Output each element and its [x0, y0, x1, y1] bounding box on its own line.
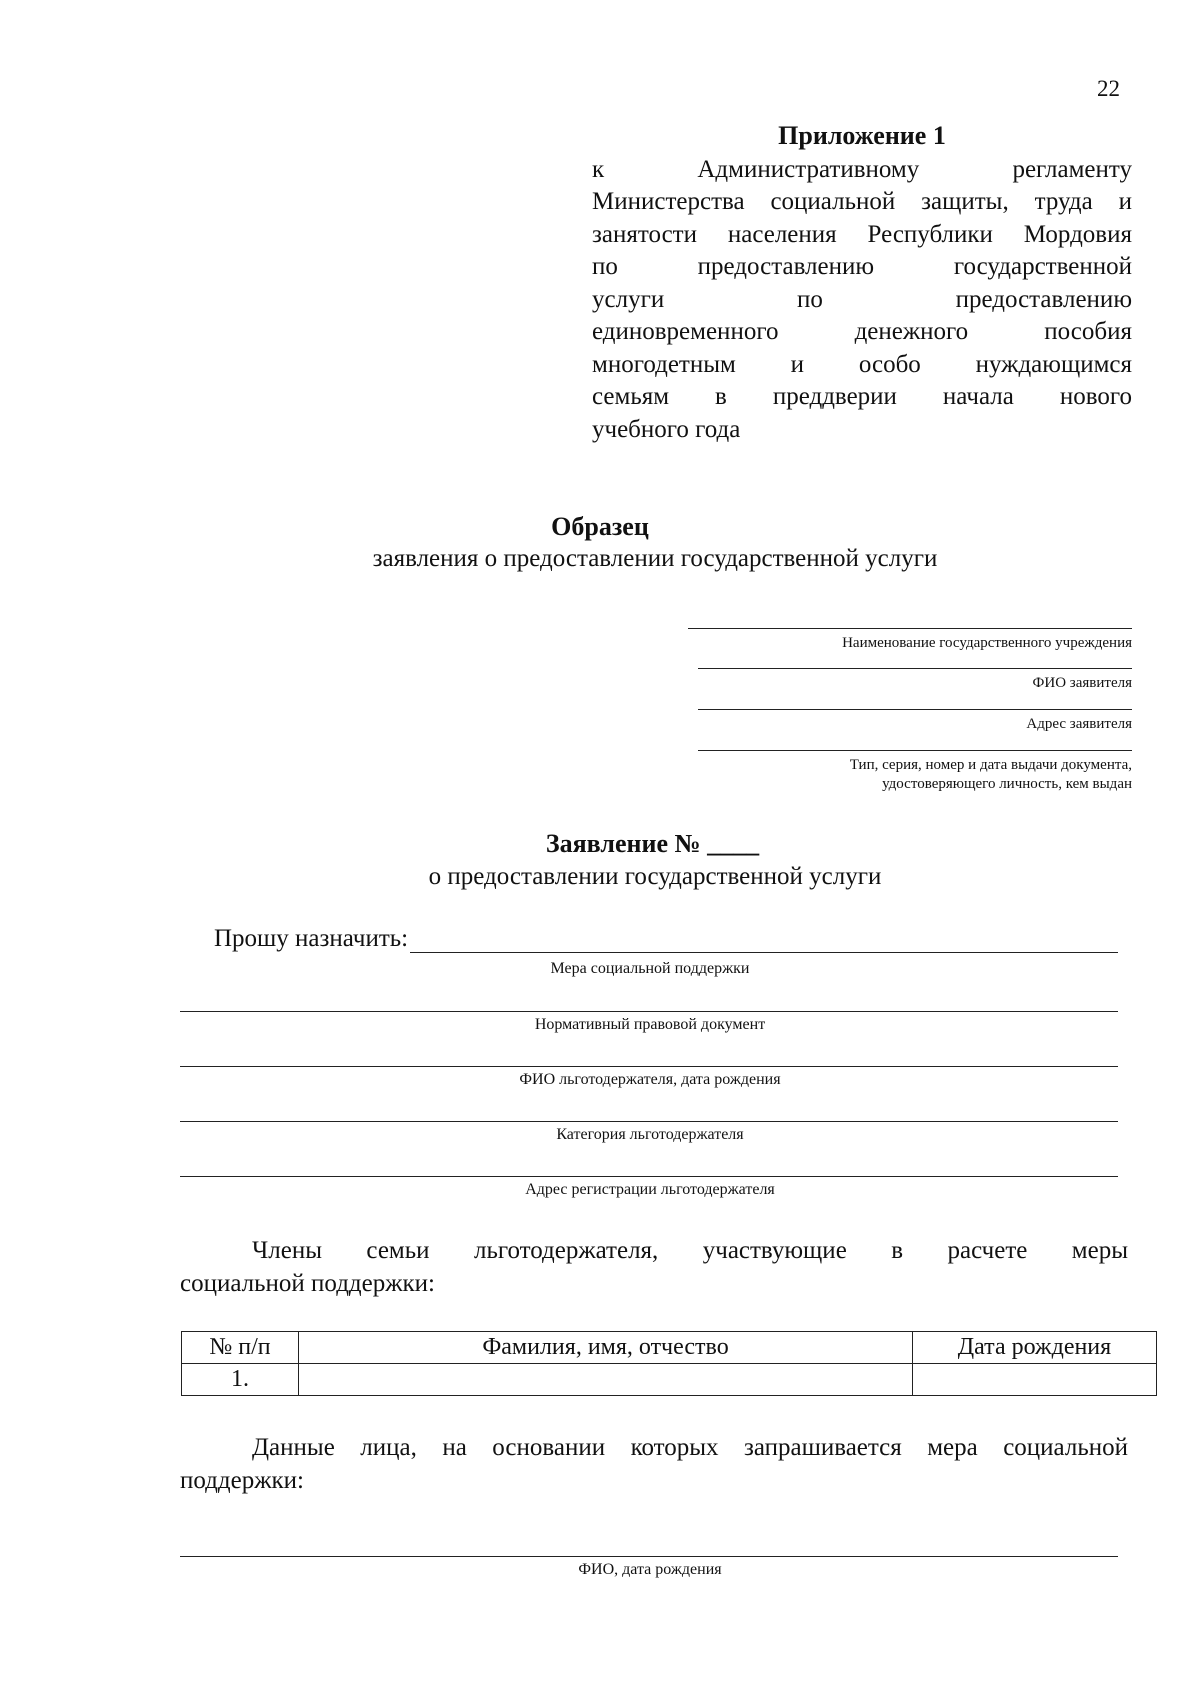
appendix-title: Приложение 1 — [778, 121, 946, 150]
applicant-name-label: ФИО заявителя — [1032, 675, 1132, 691]
data-person-text: Данные лица, на основании которых запрашивается мера социальной поддержки: — [180, 1434, 1128, 1494]
table-header-row — [182, 1332, 1157, 1364]
beneficiary-category-label: Категория льготодержателя — [556, 1126, 744, 1143]
column-header-birth: Дата рождения — [913, 1332, 1157, 1364]
family-members-table — [181, 1331, 1157, 1396]
appendix-line: Министерства социальной защиты, труда и — [592, 188, 1132, 215]
request-label: Прошу назначить: — [214, 925, 409, 952]
legal-document-input[interactable] — [180, 1011, 1118, 1012]
registration-address-input[interactable] — [180, 1176, 1118, 1177]
applicant-address-field[interactable] — [698, 709, 1132, 734]
row-number-cell: 1. — [182, 1364, 299, 1396]
appendix-line: услуги по предоставлению — [592, 285, 1132, 313]
identity-document-field[interactable] — [698, 750, 1132, 794]
application-title: Заявление № ____ — [545, 829, 760, 858]
person-name-input[interactable] — [180, 1556, 1118, 1557]
applicant-address-label: Адрес заявителя — [1026, 716, 1132, 732]
appendix-line: по предоставлению государственной — [592, 253, 1132, 280]
beneficiary-name-label: ФИО льготодержателя, дата рождения — [519, 1071, 781, 1088]
appendix-line: учебного года — [592, 415, 741, 443]
appendix-line: семьям в преддверии начала нового — [592, 383, 1132, 410]
application-subtitle: о предоставлении государственной услуги — [428, 863, 882, 890]
institution-field[interactable] — [688, 628, 1132, 653]
appendix-line: занятости населения Республики Мордовия — [592, 220, 1132, 248]
sample-subtitle: заявления о предоставлении государственной услуги — [372, 545, 938, 572]
row-name-cell[interactable] — [299, 1364, 913, 1396]
appendix-line: к Административному регламенту — [592, 155, 1132, 183]
person-name-label: ФИО, дата рождения — [578, 1561, 722, 1578]
appendix-body — [592, 154, 1132, 447]
beneficiary-category-input[interactable] — [180, 1121, 1118, 1122]
applicant-name-field[interactable] — [698, 668, 1132, 693]
appendix-line: единовременного денежного пособия — [592, 318, 1132, 345]
column-header-number: № п/п — [182, 1332, 299, 1364]
support-measure-label: Мера социальной поддержки — [550, 960, 750, 977]
request-row — [214, 924, 1118, 953]
sample-title: Образец — [551, 512, 649, 541]
page-number: 22 — [1097, 76, 1120, 101]
members-text: Члены семьи льготодержателя, участвующие в расчете меры социальной поддержки: — [180, 1237, 1128, 1297]
legal-document-label: Нормативный правовой документ — [534, 1016, 766, 1033]
registration-address-label: Адрес регистрации льготодержателя — [525, 1181, 775, 1198]
support-measure-input[interactable] — [410, 924, 1118, 953]
identity-document-label: Тип, серия, номер и дата выдачи документа, удостоверяющего личность, кем выдан — [849, 757, 1132, 792]
table-row — [182, 1364, 1157, 1396]
column-header-name: Фамилия, имя, отчество — [299, 1332, 913, 1364]
institution-label: Наименование государственного учреждения — [842, 635, 1132, 651]
appendix-block — [592, 120, 1132, 446]
beneficiary-name-input[interactable] — [180, 1066, 1118, 1067]
row-birth-cell[interactable] — [913, 1364, 1157, 1396]
appendix-line: многодетным и особо нуждающимся — [592, 350, 1132, 378]
